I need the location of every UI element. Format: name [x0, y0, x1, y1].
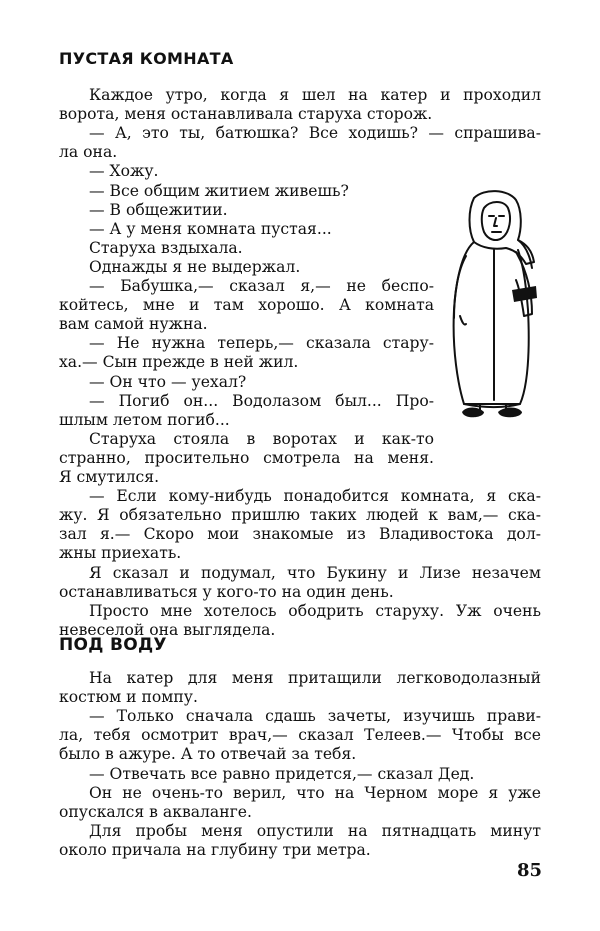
text-line: — Отвечать все равно придется,— сказал Дед.: [89, 764, 475, 783]
text-line: — Не нужна теперь,— сказала стару-: [89, 334, 434, 353]
text-line: странно, просительно смотрела на меня.: [59, 448, 434, 467]
text-line: ха.— Сын прежде в ней жил.: [59, 353, 299, 372]
text-line: ла, тебя осмотрит врач,— сказал Телеев.— Чтобы все: [59, 726, 541, 745]
text-line: зал я.— Скоро мои знакомые из Владивостока дол-: [59, 525, 541, 544]
text-line: было в ажуре. А то отвечай за тебя.: [59, 745, 357, 764]
text-line: — Если кому-нибудь понадобится комната, я ска-: [89, 487, 541, 506]
text-line: жны приехать.: [59, 544, 182, 563]
text-line: — Бабушка,— сказал я,— не беспо-: [89, 277, 434, 295]
text-line: — А, это ты, батюшка? Все ходишь? — спрашива-: [89, 124, 541, 143]
text-line: Старуха стояла в воротах и как-то: [89, 429, 434, 448]
text-line: около причала на глубину три метра.: [59, 840, 371, 859]
text-line: — Только сначала сдашь зачеты, изучишь прави-: [89, 707, 541, 726]
text-line: Просто мне хотелось ободрить старуху. Уж очень: [89, 601, 541, 620]
text-line: Я смутился.: [59, 468, 160, 486]
text-line: На катер для меня притащили легководолазный: [89, 669, 541, 687]
text-line: опускался в акваланге.: [59, 802, 252, 821]
text-line: — Все общим житием живешь?: [89, 181, 349, 200]
text-line: останавливаться у кого-то на один день.: [59, 582, 394, 601]
text-line: — Хожу.: [89, 162, 159, 181]
section-title-empty-room: ПУСТАЯ КОМНАТА: [59, 49, 234, 68]
text-line: — Он что — уехал?: [89, 372, 247, 391]
old-woman-illustration-icon: [444, 190, 548, 425]
text-line: ла она.: [59, 143, 118, 162]
text-line: Старуха вздыхала.: [89, 238, 243, 257]
text-line: койтесь, мне и там хорошо. А комната: [59, 296, 434, 315]
text-line: Однажды я не выдержал.: [89, 257, 301, 276]
text-line: Я сказал и подумал, что Букину и Лизе незачем: [89, 563, 541, 582]
text-line: вам самой нужна.: [59, 315, 208, 334]
text-line: невеселой она выглядела.: [59, 620, 276, 639]
text-line: Он не очень-то верил, что на Черном море я уже: [89, 783, 541, 802]
section-title-under-water: ПОД ВОДУ: [59, 635, 167, 655]
page-number: 85: [516, 860, 542, 881]
text-line: жу. Я обязательно пришлю таких людей к вам,— ска-: [59, 506, 541, 525]
text-line: костюм и помпу.: [59, 688, 198, 707]
text-line: шлым летом погиб...: [59, 410, 230, 429]
text-line: ворота, меня останавливала старуха сторож.: [59, 105, 433, 124]
text-line: — А у меня комната пустая...: [89, 219, 332, 238]
text-line: Для пробы меня опустили на пятнадцать минут: [89, 821, 541, 840]
text-line: — Погиб он... Водолазом был... Про-: [89, 391, 434, 410]
text-line: — В общежитии.: [89, 200, 228, 219]
text-line: Каждое утро, когда я шел на катер и проходил: [89, 86, 541, 104]
